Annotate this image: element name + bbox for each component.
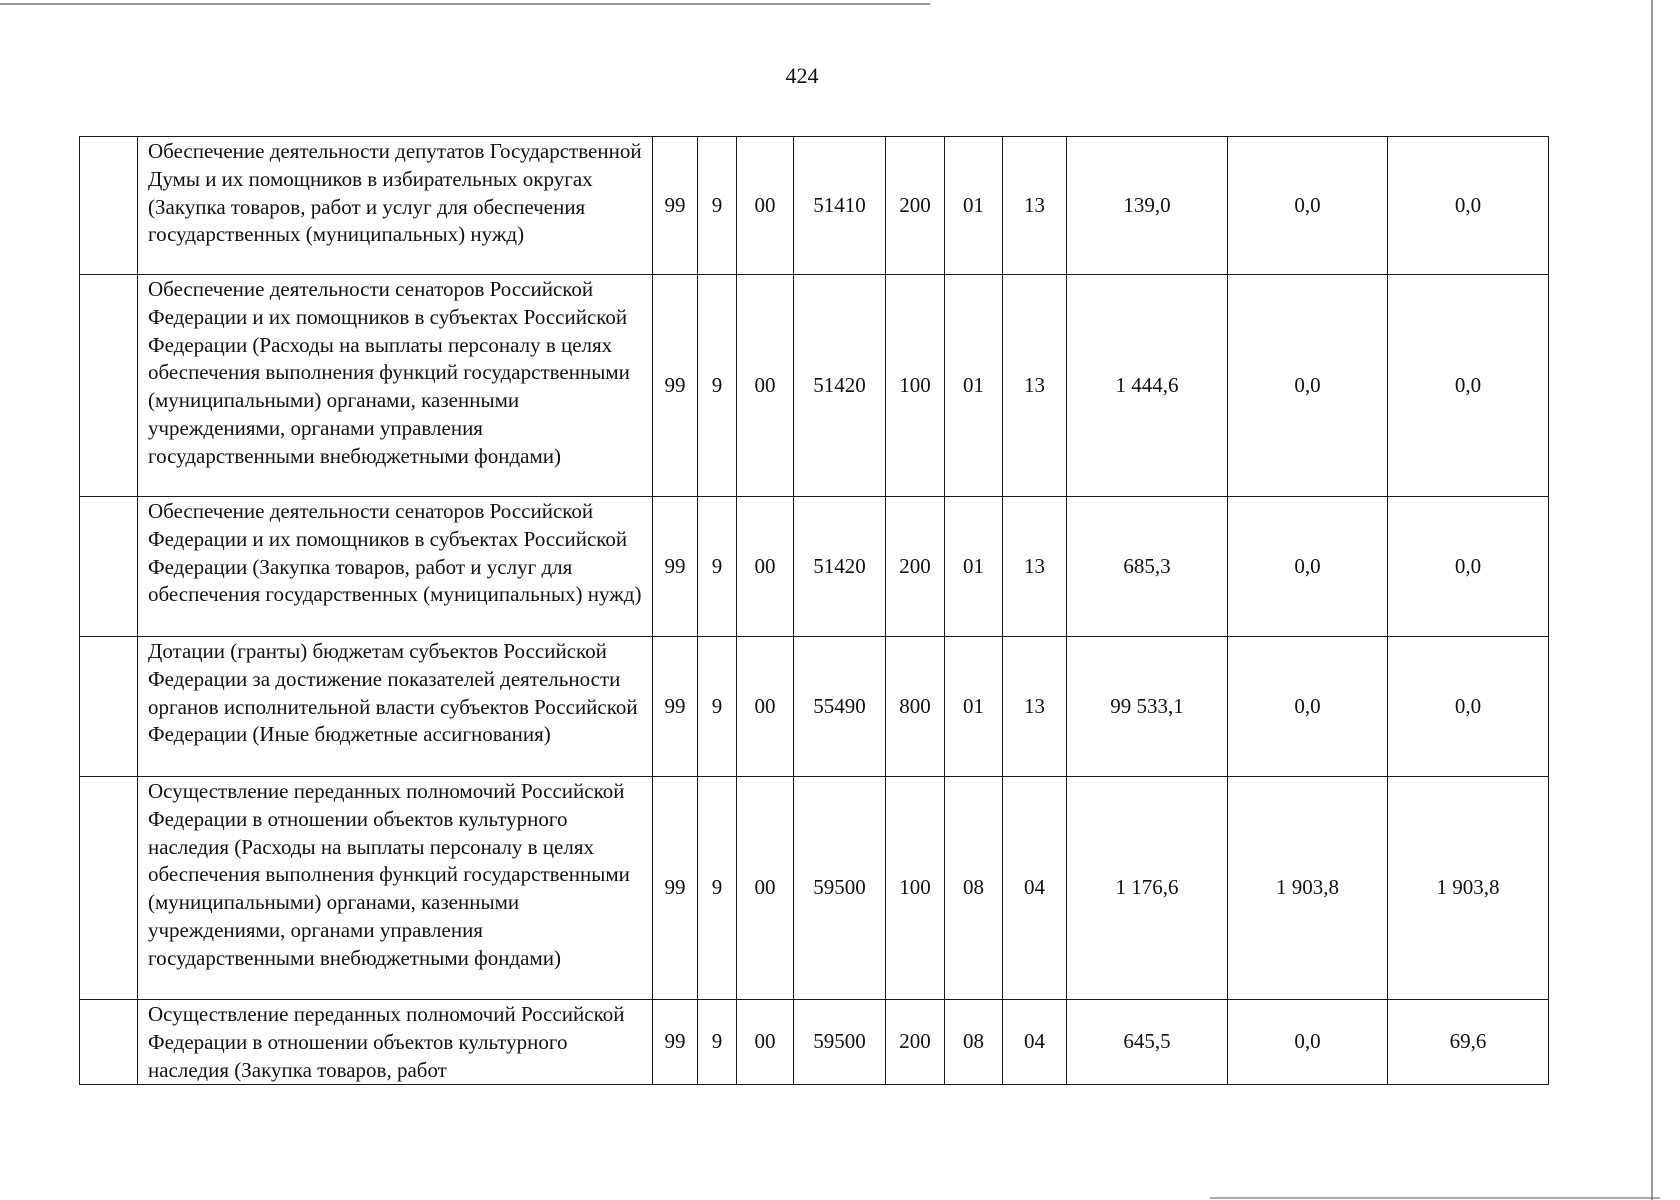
row-description: Дотации (гранты) бюджетам субъектов Российской Федерации за достижение показателей деятельности органов исполнительной власти субъектов Российской Федерации (Иные бюджетные ассигнования) [138,637,653,777]
row-description: Осуществление переданных полномочий Российской Федерации в отношении объектов культурного наследия (Закупка товаров, работ [138,1000,653,1085]
code-cell: 200 [886,1000,945,1085]
amount-cell: 0,0 [1228,1000,1388,1085]
code-cell: 100 [886,777,945,1000]
amount-cell: 685,3 [1067,497,1228,637]
code-cell: 51420 [794,275,886,497]
table-row [80,637,1549,777]
amount-cell: 0,0 [1388,275,1549,497]
code-cell: 9 [698,497,737,637]
table-row [80,275,1549,497]
row-description: Обеспечение деятельности депутатов Государственной Думы и их помощников в избирательных округах (Закупка товаров, работ и услуг для обеспечения государственных (муниципальных) нужд) [138,137,653,275]
code-cell: 99 [653,275,698,497]
code-cell: 01 [945,497,1003,637]
amount-cell: 1 444,6 [1067,275,1228,497]
amount-cell: 0,0 [1388,137,1549,275]
amount-cell: 645,5 [1067,1000,1228,1085]
amount-cell: 1 176,6 [1067,777,1228,1000]
code-cell: 51420 [794,497,886,637]
code-cell: 13 [1003,137,1067,275]
code-cell: 01 [945,137,1003,275]
code-cell: 00 [737,137,794,275]
code-cell: 00 [737,637,794,777]
table-row [80,497,1549,637]
code-cell: 00 [737,275,794,497]
scan-edge-right [1651,0,1653,1200]
code-cell: 04 [1003,777,1067,1000]
code-cell: 9 [698,777,737,1000]
scan-edge-bottom [1210,1197,1660,1199]
code-cell: 04 [1003,1000,1067,1085]
row-blank-cell [80,137,138,275]
code-cell: 00 [737,1000,794,1085]
code-cell: 08 [945,1000,1003,1085]
amount-cell: 0,0 [1228,137,1388,275]
amount-cell: 0,0 [1388,637,1549,777]
code-cell: 9 [698,1000,737,1085]
amount-cell: 139,0 [1067,137,1228,275]
amount-cell: 69,6 [1388,1000,1549,1085]
amount-cell: 0,0 [1228,497,1388,637]
page-number: 424 [785,63,819,88]
code-cell: 99 [653,497,698,637]
code-cell: 100 [886,275,945,497]
amount-cell: 1 903,8 [1228,777,1388,1000]
code-cell: 99 [653,1000,698,1085]
code-cell: 99 [653,637,698,777]
code-cell: 13 [1003,275,1067,497]
code-cell: 13 [1003,497,1067,637]
code-cell: 00 [737,777,794,1000]
amount-cell: 99 533,1 [1067,637,1228,777]
code-cell: 9 [698,137,737,275]
code-cell: 200 [886,497,945,637]
amount-cell: 1 903,8 [1388,777,1549,1000]
code-cell: 59500 [794,1000,886,1085]
amount-cell: 0,0 [1388,497,1549,637]
row-blank-cell [80,777,138,1000]
scan-edge-top [0,3,930,5]
row-blank-cell [80,1000,138,1085]
code-cell: 55490 [794,637,886,777]
table-row [80,777,1549,1000]
code-cell: 800 [886,637,945,777]
table-row [80,1000,1549,1085]
code-cell: 08 [945,777,1003,1000]
code-cell: 51410 [794,137,886,275]
row-blank-cell [80,275,138,497]
code-cell: 99 [653,137,698,275]
amount-cell: 0,0 [1228,637,1388,777]
code-cell: 13 [1003,637,1067,777]
code-cell: 01 [945,637,1003,777]
code-cell: 59500 [794,777,886,1000]
amount-cell: 0,0 [1228,275,1388,497]
code-cell: 9 [698,637,737,777]
row-description: Обеспечение деятельности сенаторов Российской Федерации и их помощников в субъектах Российской Федерации (Закупка товаров, работ и услуг для обеспечения государственных (муниципальных) нужд) [138,497,653,637]
row-blank-cell [80,497,138,637]
code-cell: 99 [653,777,698,1000]
row-description: Обеспечение деятельности сенаторов Российской Федерации и их помощников в субъектах Российской Федерации (Расходы на выплаты персоналу в целях обеспечения выполнения функций государственными (муниципальными) органами, казенными учреждениями, органами управления государственными внебюджетными фондами) [138,275,653,497]
code-cell: 200 [886,137,945,275]
code-cell: 9 [698,275,737,497]
row-blank-cell [80,637,138,777]
table-row [80,137,1549,275]
row-description: Осуществление переданных полномочий Российской Федерации в отношении объектов культурного наследия (Расходы на выплаты персоналу в целях обеспечения выполнения функций государственными (муниципальными) органами, казенными учреждениями, органами управления государственными внебюджетными фондами) [138,777,653,1000]
budget-table [79,136,1549,1085]
code-cell: 01 [945,275,1003,497]
code-cell: 00 [737,497,794,637]
